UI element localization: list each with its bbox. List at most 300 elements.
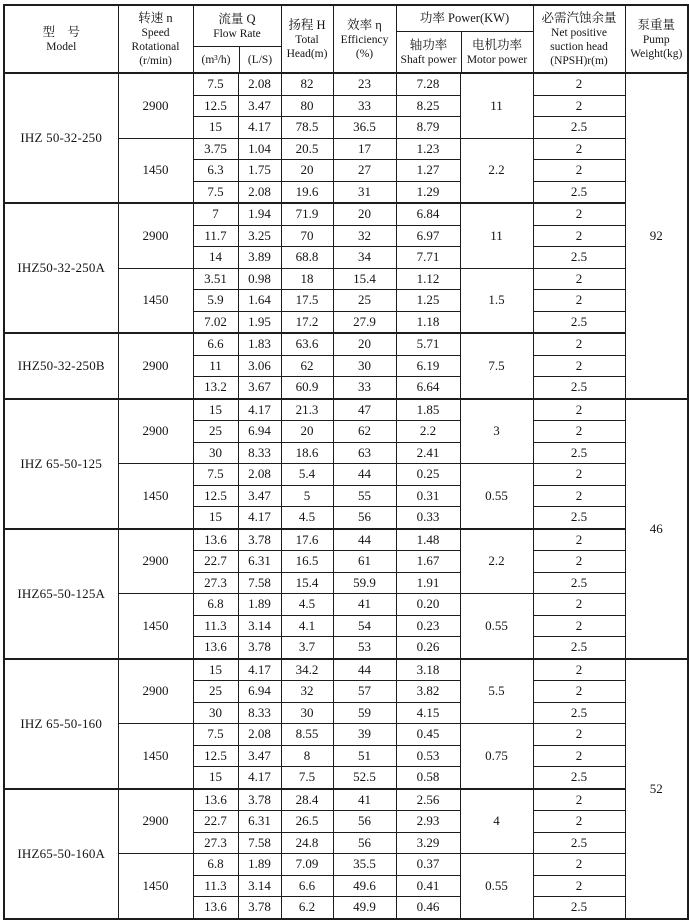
flow-m3h-cell: 7.5	[193, 464, 238, 486]
spec-table-body	[4, 73, 688, 919]
flow-m3h-cell: 7.02	[193, 311, 238, 333]
flow-header-title	[194, 6, 281, 46]
shaft-power-cell: 1.18	[396, 311, 460, 333]
head-cell: 17.2	[281, 311, 333, 333]
shaft-power-cell: 2.93	[396, 811, 460, 833]
power-header-text: 功率 Power(KW)	[419, 11, 510, 25]
flow-ls-cell: 7.58	[238, 572, 281, 594]
flow-m3h-cell: 11	[193, 355, 238, 377]
flow-ls-cell: 3.78	[238, 897, 281, 919]
flow-ls-cell: 1.04	[238, 138, 281, 160]
head-cell: 24.8	[281, 832, 333, 854]
flow-ls-cell: 7.58	[238, 832, 281, 854]
flow-m3h-cell: 27.3	[193, 572, 238, 594]
efficiency-cell: 33	[333, 95, 396, 117]
motor-power-cell: 4	[460, 789, 533, 854]
efficiency-cell: 59	[333, 702, 396, 724]
npsh-cell: 2	[533, 659, 625, 681]
flow-m3h-cell: 7.5	[193, 73, 238, 95]
flow-m3h-cell: 13.6	[193, 529, 238, 551]
flow-unit-m3h: (m³/h)	[201, 53, 231, 66]
head-cell: 18	[281, 268, 333, 290]
flow-m3h-cell: 13.2	[193, 377, 238, 399]
flow-m3h-cell: 15	[193, 659, 238, 681]
flow-ls-cell: 4.17	[238, 117, 281, 139]
head-cell: 68.8	[281, 247, 333, 269]
motor-power-header-en: Motor power	[466, 53, 528, 66]
shaft-power-cell: 6.97	[396, 225, 460, 247]
speed-cell: 1450	[118, 724, 193, 789]
table-row	[4, 333, 688, 355]
head-cell: 62	[281, 355, 333, 377]
model-cell: IHZ50-32-250A	[4, 203, 118, 333]
head-header-en1: Total	[295, 33, 319, 46]
npsh-cell: 2.5	[533, 637, 625, 659]
head-cell: 63.6	[281, 333, 333, 355]
motor-power-cell: 0.55	[460, 594, 533, 659]
speed-cell: 2900	[118, 529, 193, 594]
speed-cell: 1450	[118, 138, 193, 203]
flow-m3h-cell: 7	[193, 203, 238, 225]
efficiency-cell: 55	[333, 485, 396, 507]
motor-power-header	[461, 32, 533, 72]
efficiency-cell: 20	[333, 333, 396, 355]
efficiency-header-zh: 效率 η	[347, 17, 382, 32]
npsh-cell: 2	[533, 594, 625, 616]
flow-ls-cell: 4.17	[238, 767, 281, 789]
col-header-efficiency	[333, 5, 396, 73]
head-cell: 70	[281, 225, 333, 247]
npsh-cell: 2	[533, 789, 625, 811]
flow-ls-cell: 3.06	[238, 355, 281, 377]
efficiency-cell: 47	[333, 399, 396, 421]
shaft-power-cell: 6.64	[396, 377, 460, 399]
flow-m3h-cell: 30	[193, 442, 238, 464]
head-cell: 8	[281, 745, 333, 767]
npsh-cell: 2	[533, 464, 625, 486]
speed-header-en1: Speed	[141, 26, 170, 39]
efficiency-cell: 44	[333, 464, 396, 486]
npsh-header-en2: suction head	[550, 40, 608, 53]
npsh-cell: 2	[533, 724, 625, 746]
header-row	[4, 5, 688, 73]
head-cell: 34.2	[281, 659, 333, 681]
shaft-power-cell: 0.31	[396, 485, 460, 507]
motor-power-cell: 7.5	[460, 333, 533, 399]
npsh-header-en3: (NPSH)r(m)	[550, 54, 608, 67]
npsh-cell: 2	[533, 854, 625, 876]
flow-ls-cell: 3.89	[238, 247, 281, 269]
speed-header-unit: (r/min)	[139, 54, 172, 67]
motor-power-cell: 11	[460, 73, 533, 138]
flow-header-zh: 流量 Q	[218, 11, 256, 26]
speed-cell: 2900	[118, 333, 193, 399]
shaft-power-cell: 1.67	[396, 551, 460, 573]
efficiency-cell: 41	[333, 594, 396, 616]
flow-m3h-cell: 3.51	[193, 268, 238, 290]
weight-cell: 46	[625, 399, 688, 659]
shaft-power-cell: 1.48	[396, 529, 460, 551]
col-header-head	[281, 5, 333, 73]
speed-cell: 1450	[118, 854, 193, 919]
efficiency-cell: 27	[333, 160, 396, 182]
flow-ls-cell: 1.89	[238, 594, 281, 616]
npsh-cell: 2.5	[533, 832, 625, 854]
npsh-cell: 2.5	[533, 181, 625, 203]
npsh-cell: 2	[533, 551, 625, 573]
model-cell: IHZ 65-50-125	[4, 399, 118, 529]
npsh-cell: 2	[533, 811, 625, 833]
speed-cell: 1450	[118, 464, 193, 529]
shaft-power-cell: 8.25	[396, 95, 460, 117]
flow-ls-cell: 6.31	[238, 551, 281, 573]
model-header-en: Model	[46, 40, 77, 53]
flow-m3h-cell: 12.5	[193, 95, 238, 117]
shaft-power-cell: 0.53	[396, 745, 460, 767]
speed-cell: 2900	[118, 73, 193, 138]
head-cell: 7.09	[281, 854, 333, 876]
efficiency-cell: 34	[333, 247, 396, 269]
head-cell: 4.1	[281, 615, 333, 637]
col-header-speed	[118, 5, 193, 73]
shaft-power-cell: 6.19	[396, 355, 460, 377]
npsh-header-zh: 必需汽蚀余量	[541, 10, 617, 25]
shaft-power-cell: 1.91	[396, 572, 460, 594]
flow-m3h-cell: 13.6	[193, 789, 238, 811]
npsh-cell: 2.5	[533, 897, 625, 919]
flow-ls-cell: 2.08	[238, 724, 281, 746]
shaft-power-cell: 4.15	[396, 702, 460, 724]
efficiency-cell: 53	[333, 637, 396, 659]
head-cell: 60.9	[281, 377, 333, 399]
efficiency-cell: 49.9	[333, 897, 396, 919]
flow-m3h-cell: 15	[193, 767, 238, 789]
npsh-cell: 2	[533, 875, 625, 897]
model-header-zh: 型 号	[42, 24, 80, 39]
flow-m3h-cell: 11.3	[193, 875, 238, 897]
efficiency-cell: 59.9	[333, 572, 396, 594]
speed-cell: 1450	[118, 268, 193, 333]
flow-ls-cell: 3.67	[238, 377, 281, 399]
shaft-power-cell: 1.29	[396, 181, 460, 203]
npsh-cell: 2	[533, 615, 625, 637]
flow-ls-cell: 1.89	[238, 854, 281, 876]
shaft-power-header-zh: 轴功率	[409, 37, 448, 52]
flow-ls-cell: 3.78	[238, 789, 281, 811]
motor-power-cell: 2.2	[460, 529, 533, 594]
shaft-power-cell: 2.56	[396, 789, 460, 811]
npsh-cell: 2.5	[533, 117, 625, 139]
flow-m3h-cell: 7.5	[193, 724, 238, 746]
flow-ls-cell: 6.94	[238, 421, 281, 443]
efficiency-cell: 56	[333, 832, 396, 854]
npsh-cell: 2	[533, 421, 625, 443]
shaft-power-cell: 0.25	[396, 464, 460, 486]
efficiency-cell: 20	[333, 203, 396, 225]
head-cell: 17.5	[281, 290, 333, 312]
efficiency-cell: 41	[333, 789, 396, 811]
power-header-title	[397, 6, 533, 31]
col-header-weight	[625, 5, 688, 73]
motor-power-cell: 0.55	[460, 854, 533, 919]
table-header	[4, 5, 688, 73]
head-cell: 17.6	[281, 529, 333, 551]
head-cell: 19.6	[281, 181, 333, 203]
flow-m3h-cell: 22.7	[193, 551, 238, 573]
flow-m3h-cell: 3.75	[193, 138, 238, 160]
shaft-power-cell: 0.26	[396, 637, 460, 659]
shaft-power-cell: 0.46	[396, 897, 460, 919]
shaft-power-cell: 3.82	[396, 681, 460, 703]
motor-power-cell: 0.55	[460, 464, 533, 529]
head-cell: 4.5	[281, 594, 333, 616]
shaft-power-cell: 7.71	[396, 247, 460, 269]
flow-ls-cell: 8.33	[238, 702, 281, 724]
flow-ls-cell: 1.75	[238, 160, 281, 182]
flow-ls-cell: 1.83	[238, 333, 281, 355]
motor-power-cell: 2.2	[460, 138, 533, 203]
shaft-power-cell: 0.58	[396, 767, 460, 789]
col-header-npsh	[533, 5, 625, 73]
npsh-cell: 2	[533, 268, 625, 290]
speed-header-en2: Rotational	[131, 40, 180, 53]
flow-ls-cell: 4.17	[238, 507, 281, 529]
head-cell: 18.6	[281, 442, 333, 464]
shaft-power-cell: 0.45	[396, 724, 460, 746]
motor-power-cell: 5.5	[460, 659, 533, 724]
npsh-cell: 2	[533, 485, 625, 507]
head-cell: 20	[281, 421, 333, 443]
head-cell: 20	[281, 160, 333, 182]
shaft-power-header	[397, 32, 461, 72]
efficiency-cell: 51	[333, 745, 396, 767]
efficiency-cell: 32	[333, 225, 396, 247]
weight-cell: 92	[625, 73, 688, 399]
efficiency-cell: 56	[333, 507, 396, 529]
col-header-power	[396, 5, 533, 73]
flow-m3h-cell: 25	[193, 421, 238, 443]
model-cell: IHZ50-32-250B	[4, 333, 118, 399]
npsh-cell: 2	[533, 225, 625, 247]
power-header-split	[397, 31, 533, 72]
efficiency-cell: 33	[333, 377, 396, 399]
efficiency-cell: 25	[333, 290, 396, 312]
head-cell: 26.5	[281, 811, 333, 833]
model-cell: IHZ 50-32-250	[4, 73, 118, 203]
npsh-cell: 2	[533, 529, 625, 551]
efficiency-header-unit: (%)	[355, 47, 374, 60]
shaft-power-cell: 1.25	[396, 290, 460, 312]
flow-m3h-cell: 6.3	[193, 160, 238, 182]
flow-m3h-cell: 13.6	[193, 897, 238, 919]
npsh-cell: 2.5	[533, 507, 625, 529]
model-cell: IHZ 65-50-160	[4, 659, 118, 789]
flow-ls-cell: 3.47	[238, 95, 281, 117]
npsh-cell: 2.5	[533, 247, 625, 269]
shaft-power-cell: 8.79	[396, 117, 460, 139]
flow-m3h-cell: 12.5	[193, 745, 238, 767]
npsh-cell: 2.5	[533, 311, 625, 333]
npsh-cell: 2	[533, 290, 625, 312]
head-cell: 15.4	[281, 572, 333, 594]
head-cell: 6.2	[281, 897, 333, 919]
flow-ls-cell: 4.17	[238, 399, 281, 421]
head-header-en2: Head(m)	[286, 47, 328, 60]
flow-m3h-cell: 15	[193, 399, 238, 421]
efficiency-cell: 15.4	[333, 268, 396, 290]
motor-power-header-zh: 电机功率	[471, 37, 522, 52]
head-cell: 4.5	[281, 507, 333, 529]
npsh-cell: 2	[533, 681, 625, 703]
efficiency-cell: 35.5	[333, 854, 396, 876]
flow-m3h-cell: 6.8	[193, 594, 238, 616]
head-cell: 6.6	[281, 875, 333, 897]
flow-header-units	[194, 46, 281, 72]
shaft-power-cell: 5.71	[396, 333, 460, 355]
npsh-cell: 2.5	[533, 377, 625, 399]
flow-unit-ls: (L/S)	[239, 47, 281, 72]
head-header-zh: 扬程 H	[288, 17, 326, 32]
motor-power-cell: 3	[460, 399, 533, 464]
weight-header-en1: Pump	[642, 33, 670, 46]
flow-ls-cell: 3.14	[238, 615, 281, 637]
head-cell: 5.4	[281, 464, 333, 486]
shaft-power-cell: 3.29	[396, 832, 460, 854]
table-row	[4, 529, 688, 551]
shaft-power-cell: 1.23	[396, 138, 460, 160]
head-cell: 28.4	[281, 789, 333, 811]
shaft-power-header-en: Shaft power	[400, 53, 457, 66]
flow-ls-cell: 3.47	[238, 745, 281, 767]
flow-ls-cell: 1.64	[238, 290, 281, 312]
flow-m3h-cell: 7.5	[193, 181, 238, 203]
flow-m3h-cell: 6.8	[193, 854, 238, 876]
model-cell: IHZ65-50-160A	[4, 789, 118, 919]
efficiency-cell: 52.5	[333, 767, 396, 789]
flow-ls-cell: 8.33	[238, 442, 281, 464]
flow-m3h-cell: 11.3	[193, 615, 238, 637]
col-header-model	[4, 5, 118, 73]
flow-ls-cell: 2.08	[238, 181, 281, 203]
flow-m3h-cell: 15	[193, 117, 238, 139]
flow-ls-cell: 1.94	[238, 203, 281, 225]
weight-header-en2: Weight(kg)	[630, 47, 683, 60]
head-cell: 20.5	[281, 138, 333, 160]
shaft-power-cell: 0.20	[396, 594, 460, 616]
shaft-power-cell: 0.23	[396, 615, 460, 637]
flow-m3h-cell: 25	[193, 681, 238, 703]
flow-ls-cell: 3.47	[238, 485, 281, 507]
table-row	[4, 73, 688, 95]
npsh-cell: 2	[533, 73, 625, 95]
head-cell: 32	[281, 681, 333, 703]
flow-ls-cell: 3.78	[238, 529, 281, 551]
efficiency-cell: 17	[333, 138, 396, 160]
npsh-cell: 2	[533, 160, 625, 182]
head-cell: 30	[281, 702, 333, 724]
pump-spec-table	[3, 4, 689, 920]
npsh-cell: 2	[533, 203, 625, 225]
efficiency-cell: 44	[333, 529, 396, 551]
efficiency-header-en: Efficiency	[340, 33, 389, 46]
head-cell: 16.5	[281, 551, 333, 573]
shaft-power-cell: 2.41	[396, 442, 460, 464]
efficiency-cell: 27.9	[333, 311, 396, 333]
flow-m3h-cell: 22.7	[193, 811, 238, 833]
efficiency-cell: 23	[333, 73, 396, 95]
efficiency-cell: 54	[333, 615, 396, 637]
weight-cell: 52	[625, 659, 688, 919]
npsh-cell: 2	[533, 138, 625, 160]
flow-m3h-cell: 30	[193, 702, 238, 724]
head-cell: 7.5	[281, 767, 333, 789]
table-row	[4, 203, 688, 225]
flow-m3h-cell: 11.7	[193, 225, 238, 247]
flow-header-en: Flow Rate	[213, 27, 261, 40]
flow-ls-cell: 0.98	[238, 268, 281, 290]
efficiency-cell: 44	[333, 659, 396, 681]
shaft-power-cell: 2.2	[396, 421, 460, 443]
speed-cell: 2900	[118, 203, 193, 268]
flow-m3h-cell: 6.6	[193, 333, 238, 355]
flow-ls-cell: 4.17	[238, 659, 281, 681]
head-cell: 3.7	[281, 637, 333, 659]
col-header-flow	[193, 5, 281, 73]
npsh-cell: 2	[533, 745, 625, 767]
shaft-power-cell: 0.33	[396, 507, 460, 529]
table-row	[4, 399, 688, 421]
shaft-power-cell: 6.84	[396, 203, 460, 225]
flow-ls-cell: 1.95	[238, 311, 281, 333]
motor-power-cell: 0.75	[460, 724, 533, 789]
npsh-cell: 2.5	[533, 702, 625, 724]
shaft-power-cell: 7.28	[396, 73, 460, 95]
efficiency-cell: 56	[333, 811, 396, 833]
shaft-power-cell: 1.85	[396, 399, 460, 421]
npsh-cell: 2.5	[533, 442, 625, 464]
npsh-cell: 2.5	[533, 767, 625, 789]
head-cell: 80	[281, 95, 333, 117]
efficiency-cell: 61	[333, 551, 396, 573]
motor-power-cell: 11	[460, 203, 533, 268]
flow-m3h-cell: 27.3	[193, 832, 238, 854]
flow-m3h-cell: 13.6	[193, 637, 238, 659]
weight-header-zh: 泵重量	[637, 17, 675, 32]
flow-ls-cell: 6.94	[238, 681, 281, 703]
efficiency-cell: 36.5	[333, 117, 396, 139]
efficiency-cell: 49.6	[333, 875, 396, 897]
flow-ls-cell: 6.31	[238, 811, 281, 833]
flow-m3h-cell: 15	[193, 507, 238, 529]
efficiency-cell: 31	[333, 181, 396, 203]
npsh-cell: 2	[533, 333, 625, 355]
shaft-power-cell: 0.37	[396, 854, 460, 876]
flow-ls-cell: 3.14	[238, 875, 281, 897]
head-cell: 71.9	[281, 203, 333, 225]
flow-m3h-cell: 12.5	[193, 485, 238, 507]
model-cell: IHZ65-50-125A	[4, 529, 118, 659]
speed-header-zh: 转速 n	[138, 10, 173, 25]
flow-m3h-cell: 14	[193, 247, 238, 269]
flow-ls-cell: 3.78	[238, 637, 281, 659]
shaft-power-cell: 1.27	[396, 160, 460, 182]
speed-cell: 2900	[118, 399, 193, 464]
shaft-power-cell: 0.41	[396, 875, 460, 897]
flow-ls-cell: 2.08	[238, 464, 281, 486]
npsh-cell: 2	[533, 95, 625, 117]
head-cell: 78.5	[281, 117, 333, 139]
table-row	[4, 789, 688, 811]
